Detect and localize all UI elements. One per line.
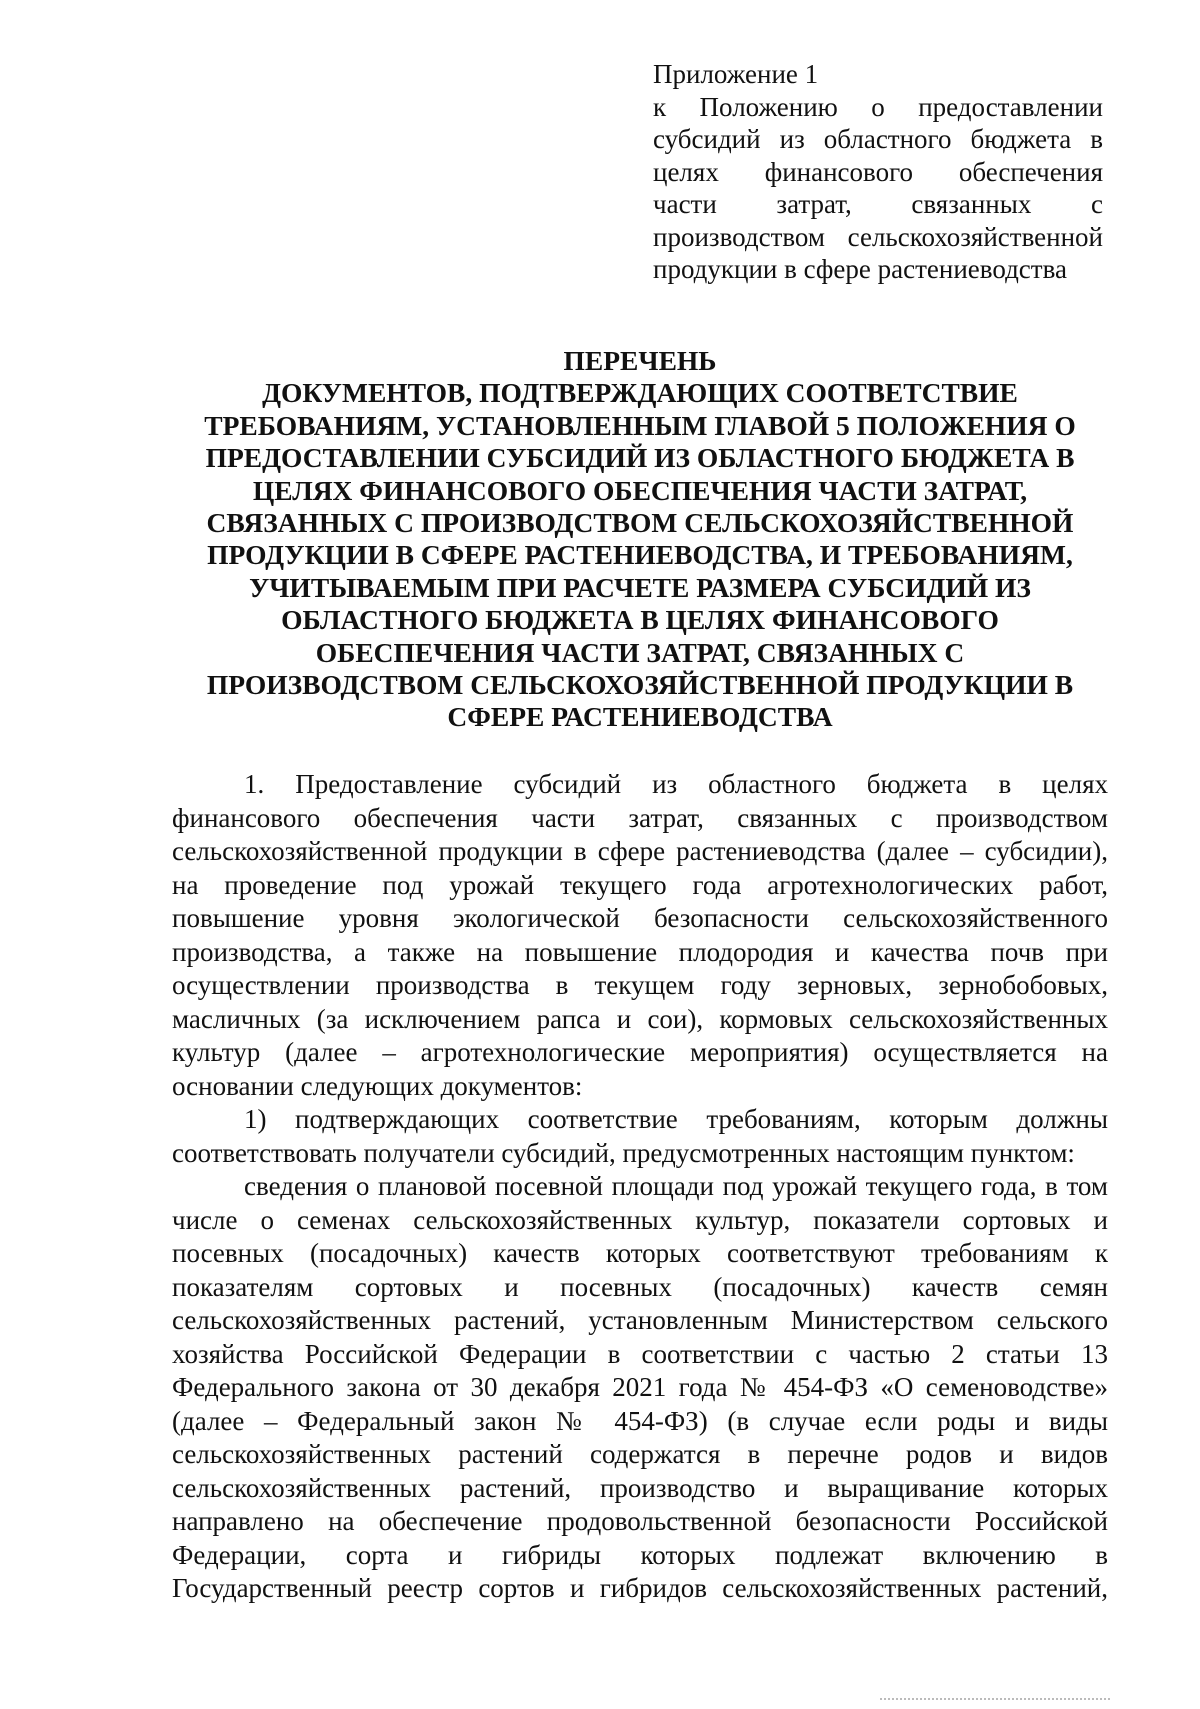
title-line: ПРЕДОСТАВЛЕНИИ СУБСИДИЙ ИЗ ОБЛАСТНОГО БЮДЖЕТА В — [205, 442, 1075, 474]
paragraph-line: 1) подтверждающих соответствие требованиям, которым должны — [244, 1104, 1108, 1134]
document-title — [170, 345, 1110, 734]
title-line: ЦЕЛЯХ ФИНАНСОВОГО ОБЕСПЕЧЕНИЯ ЧАСТИ ЗАТРАТ, — [252, 474, 1028, 506]
annex-header — [653, 58, 1103, 286]
paragraph-line: показателям сортовых и посевных (посадочных) качеств семян — [172, 1271, 1108, 1302]
paragraph-line: сведения о плановой посевной площади под урожай текущего года, в том — [244, 1171, 1108, 1201]
title-line: ПРОИЗВОДСТВОМ СЕЛЬСКОХОЗЯЙСТВЕННОЙ ПРОДУКЦИИ В — [206, 669, 1074, 701]
paragraph-line: числе о семенах сельскохозяйственных культур, показатели сортовых и — [172, 1204, 1108, 1235]
paragraph-line: сельскохозяйственных растений содержатся в перечне родов и видов — [172, 1439, 1108, 1469]
paragraph-line: на проведение под урожай текущего года агротехнологических работ, — [172, 869, 1108, 900]
paragraph-line: посевных (посадочных) качеств которых соответствуют требованиям к — [172, 1238, 1108, 1268]
annex-line: целях финансового обеспечения — [653, 156, 1103, 187]
paragraph-line: сельскохозяйственной продукции в сфере растениеводства (далее – субсидии), — [172, 836, 1108, 866]
scan-artifact-divider — [880, 1698, 1110, 1704]
title-line: ОБЛАСТНОГО БЮДЖЕТА В ЦЕЛЯХ ФИНАНСОВОГО — [281, 604, 999, 636]
title-line: ПЕРЕЧЕНЬ — [563, 345, 717, 376]
title-line: УЧИТЫВАЕМЫМ ПРИ РАСЧЕТЕ РАЗМЕРА СУБСИДИЙ ИЗ — [249, 571, 1031, 603]
title-line: ОБЕСПЕЧЕНИЯ ЧАСТИ ЗАТРАТ, СВЯЗАННЫХ С — [315, 636, 965, 668]
paragraph-line: хозяйства Российской Федерации в соответствии с частью 2 статьи 13 — [172, 1338, 1108, 1369]
paragraph-line: 1. Предоставление субсидий из областного бюджета в целях — [244, 769, 1108, 799]
title-line: СВЯЗАННЫХ С ПРОИЗВОДСТВОМ СЕЛЬСКОХОЗЯЙСТВЕННОЙ — [206, 507, 1074, 539]
paragraph-line: основании следующих документов: — [172, 1070, 583, 1101]
paragraph-line: сельскохозяйственных растений, установленным Министерством сельского — [172, 1305, 1108, 1335]
paragraph-line: культур (далее – агротехнологические мероприятия) осуществляется на — [172, 1037, 1108, 1067]
annex-line: к Положению о предоставлении — [653, 91, 1103, 122]
annex-line: Приложение 1 — [653, 59, 819, 89]
paragraph-line: Федерации, сорта и гибриды которых подлежат включению в — [172, 1539, 1108, 1570]
paragraph-line: финансового обеспечения части затрат, связанных с производством — [172, 802, 1108, 833]
paragraph-line: повышение уровня экологической безопасности сельскохозяйственного — [172, 903, 1108, 933]
title-line: ДОКУМЕНТОВ, ПОДТВЕРЖДАЮЩИХ СООТВЕТСТВИЕ — [262, 377, 1018, 409]
annex-line: субсидий из областного бюджета в — [653, 124, 1103, 154]
annex-line: продукции в сфере растениеводства — [653, 254, 1067, 284]
title-line: ПРОДУКЦИИ В СФЕРЕ РАСТЕНИЕВОДСТВА, И ТРЕБОВАНИЯМ, — [207, 539, 1073, 571]
paragraph-line: (далее – Федеральный закон № 454-ФЗ) (в случае если роды и виды — [172, 1405, 1108, 1436]
paragraph-line: масличных (за исключением рапса и сои), кормовых сельскохозяйственных — [172, 1003, 1108, 1034]
paragraph-line: сельскохозяйственных растений, производство и выращивание которых — [172, 1472, 1108, 1503]
title-line: СФЕРЕ РАСТЕНИЕВОДСТВА — [447, 701, 833, 733]
paragraph-line: осуществлении производства в текущем году зерновых, зернобобовых, — [172, 970, 1108, 1000]
annex-line: части затрат, связанных с — [653, 189, 1103, 219]
paragraph-line: производства, а также на повышение плодородия и качества почв при — [172, 936, 1108, 967]
paragraph-line: направлено на обеспечение продовольственной безопасности Российской — [172, 1506, 1108, 1536]
paragraph-line: соответствовать получатели субсидий, предусмотренных настоящим пунктом: — [172, 1137, 1075, 1168]
title-line: ТРЕБОВАНИЯМ, УСТАНОВЛЕННЫМ ГЛАВОЙ 5 ПОЛОЖЕНИЯ О — [204, 409, 1076, 441]
paragraph-line: Государственный реестр сортов и гибридов сельскохозяйственных растений, — [172, 1573, 1108, 1603]
annex-line: производством сельскохозяйственной — [653, 221, 1103, 252]
document-body — [172, 768, 1108, 1606]
paragraph-line: Федерального закона от 30 декабря 2021 года № 454-ФЗ «О семеноводстве» — [172, 1372, 1108, 1402]
